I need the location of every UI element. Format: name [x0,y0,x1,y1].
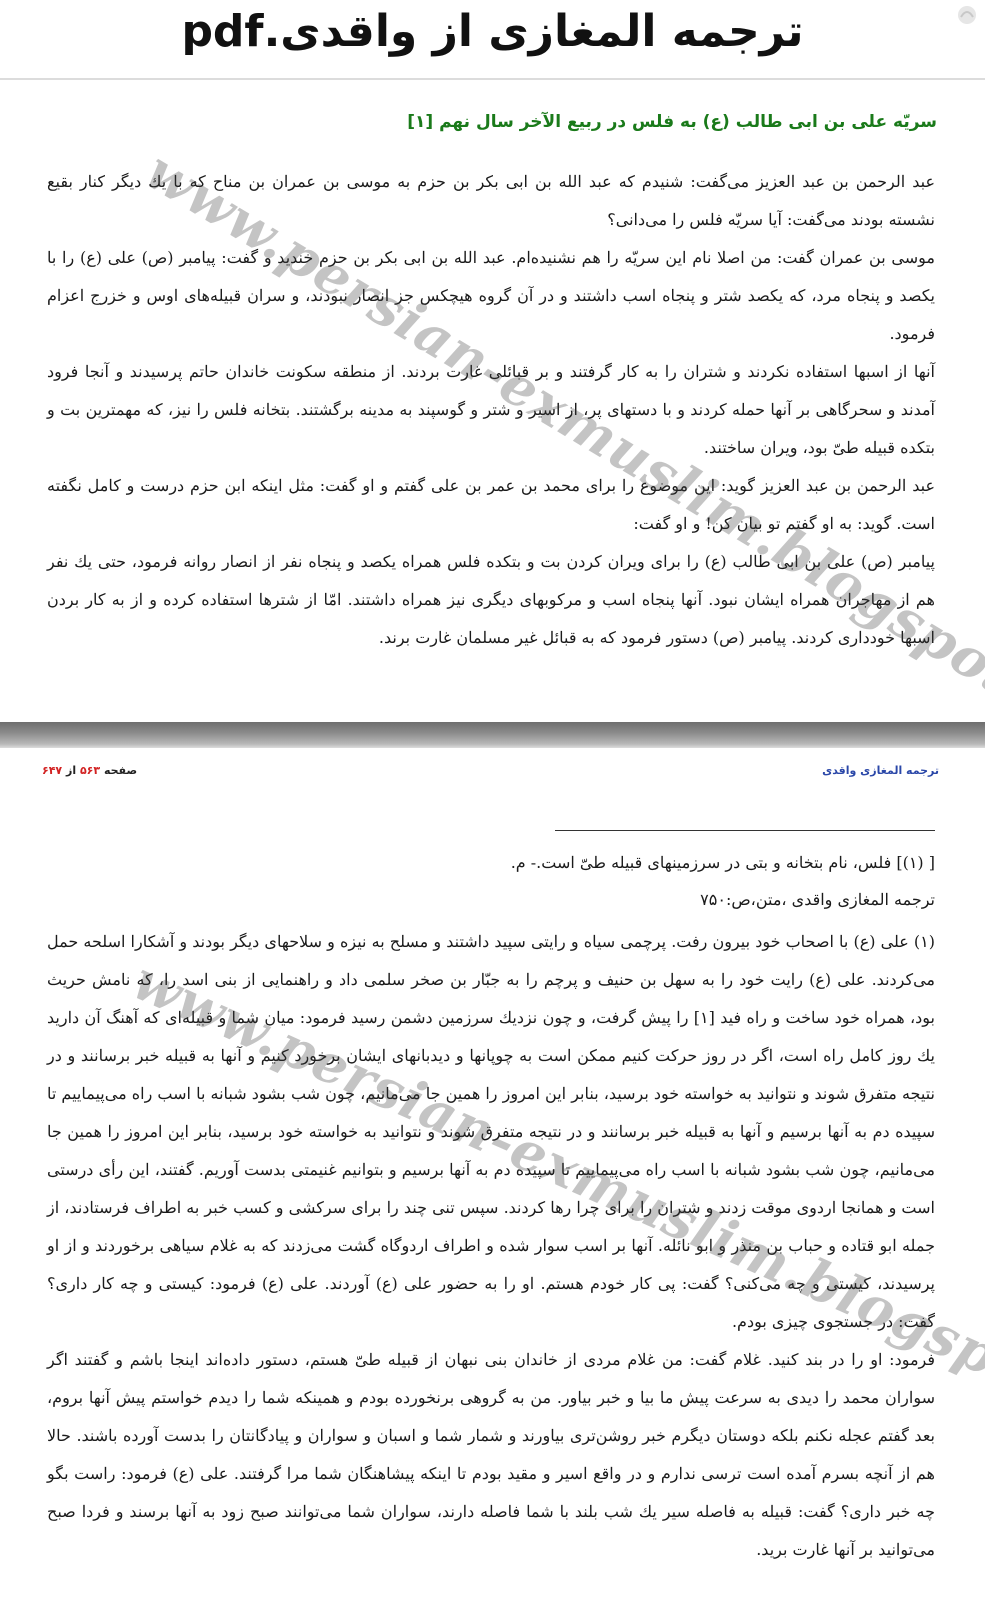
title-bar [0,0,985,80]
source-reference: ترجمه المغازى واقدى ،متن،ص:۷۵۰ [700,890,935,909]
page-number: ۵۶۳ [79,764,101,777]
paragraph: عبد الرحمن بن عبد العزيز گويد: اين موضوع را براى محمد بن عمر بن على گفتم و او گفت: مثل اينكه ابن حزم درست و كامل نگفته است. گويد: به او گفتم تو بيان كن! و او گفت: [47,476,935,533]
page-separator [0,722,985,748]
footnote-divider [555,830,935,831]
of-word: از [66,764,77,777]
paragraph: فرمود: او را در بند كنيد. غلام گفت: من غلام مردى از خاندان بنى نبهان از قبيله طىّ هستم، دستور داده‌اند اينجا باشم و گفتند اگر سواران محمد را ديدى به سرعت پيش ما بيا و خبر بياور. من به گروهى برنخورده بودم و همينكه شما را ديدم خواستم پيش آنها بروم، بعد گفتم عجله نكنم بلكه دوستان ديگرم خبر روشن‌ترى بياورند و شمار شما و اسبان و سواران و پيادگانتان را بدست آورده باشند. حالا هم از آنچه بسرم آمده است ترسى ندارم و در واقع اسير و مقيد بودم تا اينكه پيشاهنگان شما مرا گرفتند. على (ع) فرمود: راست بگو چه خبر دارى؟ گفت: قبيله به فاصله سير يك شب بلند با شما فاصله دارند، سواران شما مى‌توانند صبح زود به آنها برسند و فردا صبح مى‌توانيد بر آنها غارت بريد. [47,1350,935,1559]
paragraph: (۱) على (ع) با اصحاب خود بيرون رفت. پرچمى سياه و رايتى سپيد داشتند و مسلح به نيزه و سلاحهاى ديگر بودند و آشكارا اسلحه حمل مى‌كردند. على (ع) رايت خود را به سهل بن حنيف و پرچم را به جبّار بن صخر سلمى داد و راهنمايى از بنى اسد را، كه نامش حريث بود، همراه خود ساخت و راه فيد [۱] را پيش گرفت، و چون نزديك سرزمين دشمن رسيد فرمود: ميان شما و قبيله‌اى كه آهنگ آن داريد يك روز كامل راه است، اگر در روز حركت كنيم ممكن است به چوپانها و ديدبانهاى ايشان برخورد كنيم و آنها به قبيله خبر برسانند و در نتيجه متفرق شوند و نتوانيد به خواسته خود برسيد، بنابر اين امروز را همين جا مى‌مانيم، چون شب بشود شبانه با اسب راه مى‌پيماييم تا سپيده دم به آنها برسيم و آنها به قبيله خبر برسانند و در نتيجه متفرق شوند و نتوانيد به خواسته خود برسيد، بنابر اين امروز را همين جا مى‌مانيم، چون شب بشود شبانه با اسب راه مى‌پيماييم تا سپيده دم به آنها برسيم و بتوانيم غنيمتى بدست آوريم. گفتند، اين رأى درستى است و همانجا اردوى موقت زدند و شتران را براى چرا رها كردند. سپس تنى چند را براى سركشى و كسب خبر به اطراف فرستادند، از جمله ابو قتاده و حباب بن منذر و ابو نائله. آنها بر اسب سوار شده و اطراف اردوگاه گشت مى‌زدند كه به غلام سياهى برخوردند و از او پرسيدند، كيستى و چه مى‌كنى؟ گفت: پى كار خودم هستم. او را به حضور على (ع) آوردند. على (ع) فرمود: كيستى و چه كار دارى؟ گفت: در جستجوى چيزى بودم. [47,932,936,1331]
running-header-book: ترجمه المغازى واقدى [822,764,939,777]
running-header-page [42,764,137,777]
paragraph: موسى بن عمران گفت: من اصلا نام اين سريّه را هم نشنيده‌ام. عبد الله بن ابى بكر بن حزم خنديد و گفت: پيامبر (ص) على (ع) را با يكصد و پنجاه مرد، كه يكصد شتر و پنجاه اسب داشتند و در آن گروه هيچكس جز انصار نبودند، و سران قبيله‌هاى اوس و خزرج اعزام فرمود. [47,248,935,343]
section-heading: سريّه على بن ابى طالب (ع) به فلس در ربيع الآخر سال نهم [۱] [407,112,937,132]
page1-body [47,163,935,657]
page-total: ۶۴۷ [42,764,63,777]
footnote: [ (۱)] فلس، نام بتخانه و بتى در سرزمينهاى قبيله طىّ است.- م. [510,853,935,872]
paragraph: پيامبر (ص) على بن ابى طالب (ع) را براى ويران كردن بت و بتكده فلس همراه يكصد و پنجاه نفر از انصار روانه فرمود، حتى يك نفر هم از مهاجران همراه ايشان نبود. آنها پنجاه اسب و مركوبهاى ديگرى نيز همراه داشتند. امّا از شترها استفاده كرده و از به كار بردن اسبها خوددارى كردند. پيامبر (ص) دستور فرمود كه به قبائل غير مسلمان غارت برند. [47,552,935,647]
paragraph: عبد الرحمن بن عبد العزيز مى‌گفت: شنيدم كه عبد الله بن ابى بكر بن حزم به موسى بن عمران بن مناح كه با يك ديگر كنار بقيع نشسته بودند مى‌گفت: آيا سريّه فلس را مى‌دانى؟ [47,172,935,229]
corner-logo-icon [955,4,979,26]
page2-body [47,923,935,1569]
paragraph: آنها از اسبها استفاده نكردند و شتران را به كار گرفتند و بر قبائلى غارت بردند. از منطقه سكونت خاندان حاتم پرسيدند و آنجا فرود آمدند و سحرگاهى بر آنها حمله كردند و با دستهاى پر، از اسير و شتر و گوسپند به مدينه برگشتند. بتخانه فلس را نيز، كه مهمترين بت و بتكده قبيله طىّ بود، ويران ساختند. [47,362,935,457]
page-word: صفحه [103,764,138,777]
document-title: ترجمه المغازی از واقدی.pdf [181,6,804,57]
